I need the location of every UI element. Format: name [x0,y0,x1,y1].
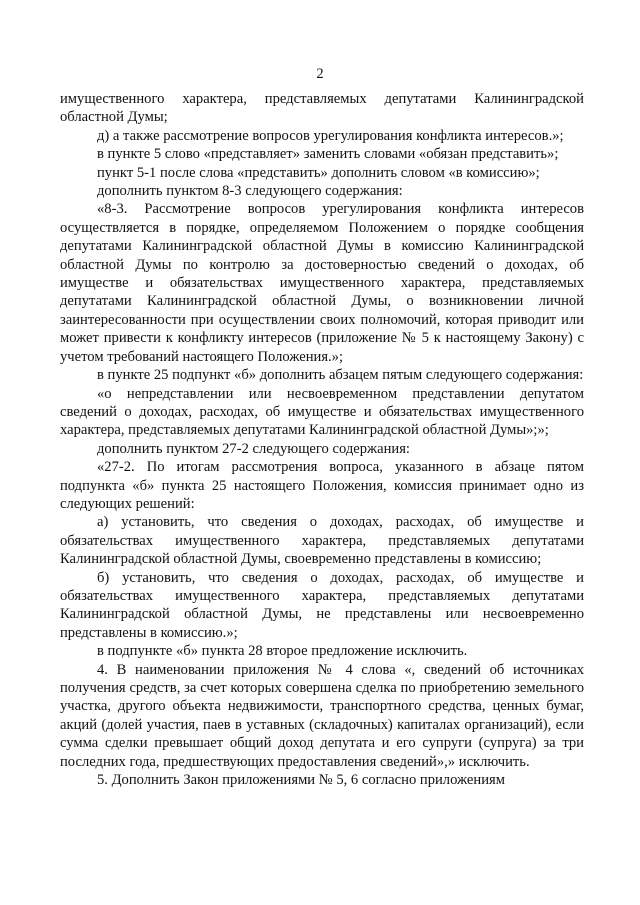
page-number: 2 [316,66,324,82]
paragraph: в пункте 25 подпункт «б» дополнить абзацем пятым следующего содержания: [97,367,584,384]
paragraph: а) установить, что сведения о доходах, расходах, об имуществе и обязательствах имущественного характера, представляемых депутатами Калининградской областной Думы, своевременно представлены в комиссию; [60,514,584,568]
paragraph: 5. Дополнить Закон приложениями № 5, 6 согласно приложениям [97,772,505,789]
paragraph: 4. В наименовании приложения № 4 слова «, сведений об источниках получения средств, за счет которых совершена сделка по приобретению земельного участка, другого объекта недвижимости, транспортного средства, ценных бумаг, акций (долей участия, паев в уставных (складочных) капиталах организаций), если сумма сделки превышает общий доход депутата и его супруги (супруга) за три последних года, предшествующих предоставления сведений»,» исключить. [60,661,584,770]
paragraph: «27-2. По итогам рассмотрения вопроса, указанного в абзаце пятом подпункта «б» пункта 25 настоящего Положения, комиссия принимает одно из следующих решений: [60,459,584,512]
paragraph: в пункте 5 слово «представляет» заменить словами «обязан представить»; [97,146,559,163]
paragraph: дополнить пунктом 8-3 следующего содержания: [97,183,403,200]
paragraph: имущественного характера, представляемых депутатами Калининградской областной Думы; [60,91,584,126]
paragraph: «8-3. Рассмотрение вопросов урегулирования конфликта интересов осуществляется в порядке, определяемом Положением о порядке сообщения депутатами Калининградской областной Думы в комиссию Калининградской областной Думы по контролю за достоверностью сведений о доходах, об имуществе и обязательствах имущественного характера, представляемых депутатами Калининградской областной Думы, о возникновении личной заинтересованности при осуществлении своих полномочий, которая приводит или может привести к конфликту интересов (приложение № 5 к настоящему Закону) с учетом требований настоящего Положения.»; [60,201,584,365]
paragraph: в подпункте «б» пункта 28 второе предложение исключить. [97,643,468,660]
paragraph: дополнить пунктом 27-2 следующего содержания: [97,440,410,457]
paragraph: пункт 5-1 после слова «представить» дополнить словом «в комиссию»; [97,164,540,181]
paragraph: д) а также рассмотрение вопросов урегулирования конфликта интересов.»; [97,127,564,144]
paragraph: б) установить, что сведения о доходах, расходах, об имуществе и обязательствах имущественного характера, представляемых депутатами Калининградской областной Думы, не представлены или несвоевременно представлены в комиссию.»; [60,569,584,641]
document-body [60,90,584,789]
paragraph: «о непредставлении или несвоевременном представлении депутатом сведений о доходах, расходах, об имуществе и обязательствах имущественного характера, представляемых депутатами Калининградской областной Думы»;»; [60,385,584,439]
